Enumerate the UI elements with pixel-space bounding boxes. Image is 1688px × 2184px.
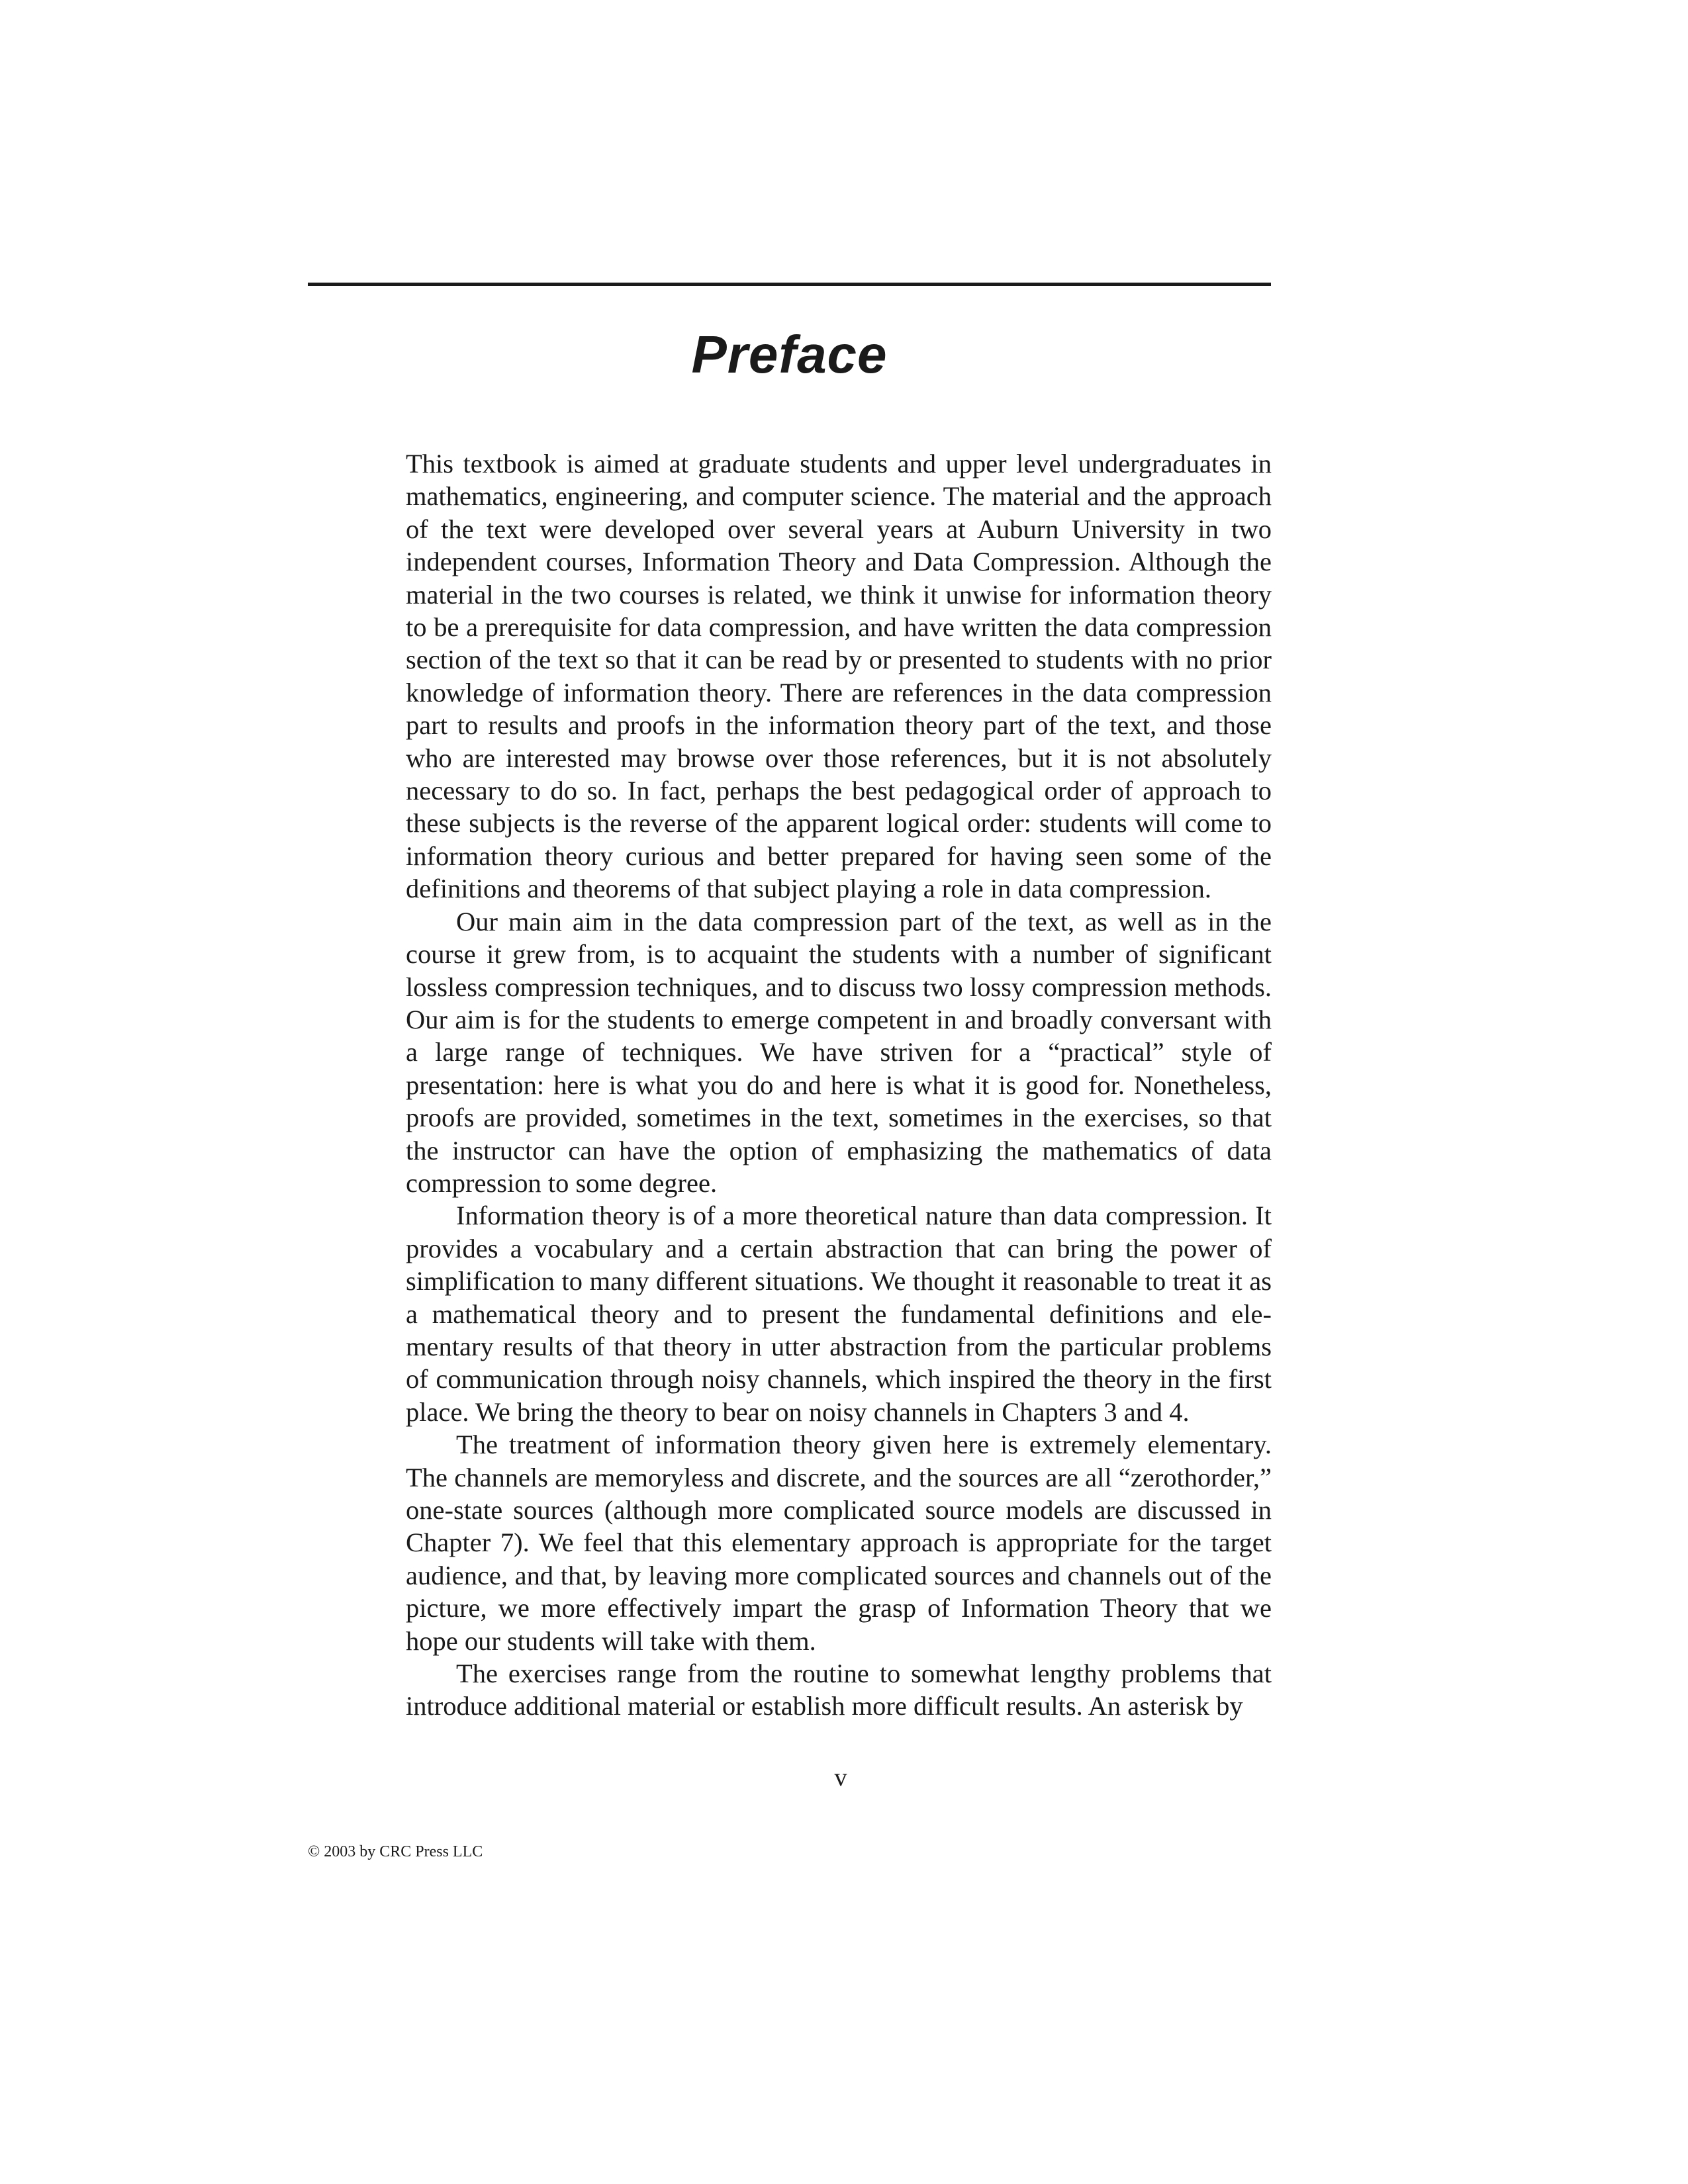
paragraph-1: This textbook is aimed at graduate students and upper level undergraduates in mathematics, engineering, and computer science. The material and the approach of the text were developed over several years at Auburn University in two independent courses, Information Theory and Data Compression. Although the material in the two courses is related, we think it unwise for information theory to be a prerequisite for data compression, and have written the data compression section of the text so that it can be read by or presented to students with no prior knowledge of information theory. There are references in the data compression part to results and proofs in the information theory part of the text, and those who are interested may browse over those references, but it is not absolutely necessary to do so. In fact, perhaps the best pedagogical order of approach to these subjects is the reverse of the apparent logical order: students will come to information theory curious and better prepared for having seen some of the definitions and theorems of that subject playing a role in data compression. [406, 449, 1272, 904]
paragraph-5: The exercises range from the routine to somewhat lengthy problems that introduce additional material or establish more difficult results. An asterisk by [406, 1659, 1272, 1721]
page-title: Preface [691, 325, 888, 384]
paragraph-2: Our main aim in the data compression part of the text, as well as in the course it grew from, is to acquaint the students with a number of significant lossless compression techniques, and to discuss two lossy compression methods. Our aim is for the students to emerge competent in and broadly conversant with a large range of techniques. We have striven for a “practical” style of presentation: here is what you do and here is what it is good for. Nonetheless, proofs are provided, sometimes in the text, sometimes in the exercises, so that the instructor can have the option of emphasizing the mathematics of data compression to some degree. [406, 906, 1272, 1198]
paragraph-4: The treatment of information theory given here is extremely elementary. The channels are memoryless and discrete, and the sources are all “zerothorder,” one-state sources (although more complicated source models are discussed in Chapter 7). We feel that this elementary approach is appropriate for the target audience, and that, by leaving more complicated sources and channels out of the picture, we more effectively impart the grasp of Information Theory that we hope our students will take with them. [406, 1430, 1272, 1656]
paragraph-3: Information theory is of a more theoretical nature than data compression. It provides a vocabulary and a certain abstraction that can bring the power of simplification to many different situations. We thought it reasonable to treat it as a mathematical theory and to present the fundamental definitions and elementary results of that theory in utter abstraction from the particular problems of communication through noisy channels, which inspired the theory in the first place. We bring the theory to bear on noisy channels in Chapters 3 and 4. [406, 1201, 1272, 1427]
page-number: v [834, 1764, 847, 1792]
preface-body [406, 447, 1272, 1723]
header-rule [308, 283, 1271, 286]
copyright-notice: © 2003 by CRC Press LLC [308, 1843, 483, 1860]
